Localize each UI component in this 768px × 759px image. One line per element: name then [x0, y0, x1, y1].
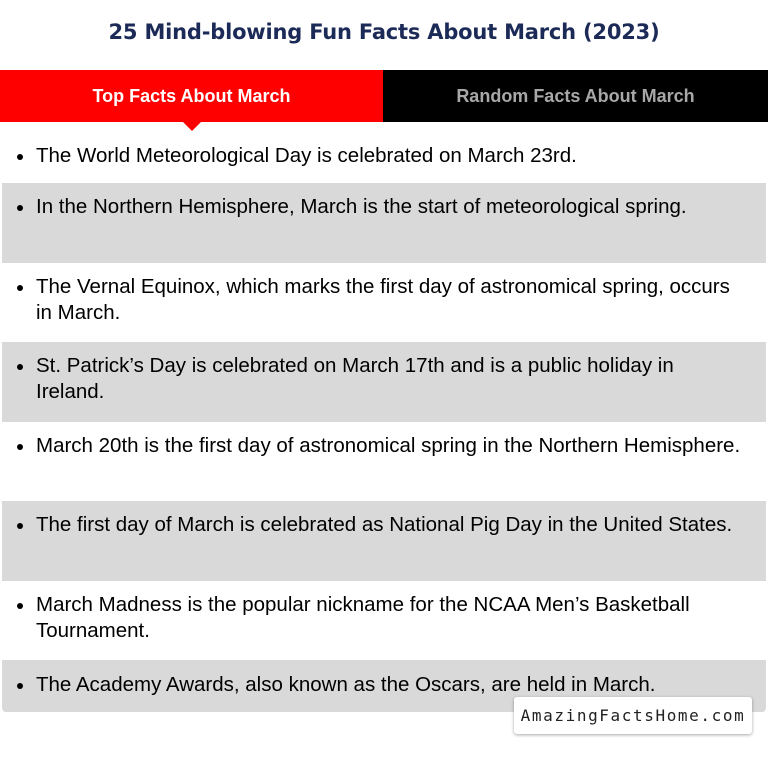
list-item	[2, 501, 766, 581]
bullet-icon	[17, 603, 23, 609]
bullet-icon	[17, 683, 23, 689]
tab-top-facts[interactable]	[0, 70, 383, 122]
bullet-icon	[17, 285, 23, 291]
fact-text: The World Meteorological Day is celebrated on March 23rd.	[36, 144, 577, 167]
bullet-icon	[17, 364, 23, 370]
watermark-logo: AmazingFactsHome.com	[514, 697, 752, 734]
bullet-icon	[17, 523, 23, 529]
list-item	[0, 131, 768, 183]
fact-text: In the Northern Hemisphere, March is the start of meteorological spring.	[36, 195, 687, 218]
tab-random-facts[interactable]	[383, 70, 768, 122]
bullet-icon	[17, 444, 23, 450]
tab-random-facts-label: Random Facts About March	[456, 85, 695, 106]
list-item	[0, 263, 768, 343]
fact-text: The Vernal Equinox, which marks the first day of astronomical spring, occurs in March.	[36, 274, 730, 324]
fact-text: March 20th is the first day of astronomical spring in the Northern Hemisphere.	[36, 433, 741, 457]
list-item	[2, 183, 766, 263]
bullet-icon	[17, 205, 23, 211]
fact-text: St. Patrick’s Day is celebrated on March 17th and is a public holiday in Ireland.	[36, 354, 674, 403]
tab-bar	[0, 70, 768, 122]
page-title: 25 Mind-blowing Fun Facts About March (2023)	[108, 20, 660, 44]
list-item	[0, 581, 768, 661]
fact-text: March Madness is the popular nickname for the NCAA Men’s Basketball Tournament.	[36, 592, 690, 642]
list-item	[0, 422, 768, 502]
fact-text: The Academy Awards, also known as the Oscars, are held in March.	[36, 673, 656, 696]
bullet-icon	[17, 154, 23, 160]
facts-list	[0, 131, 768, 712]
list-item	[2, 342, 766, 422]
fact-text: The first day of March is celebrated as National Pig Day in the United States.	[36, 513, 733, 536]
tab-top-facts-label: Top Facts About March	[92, 85, 291, 106]
